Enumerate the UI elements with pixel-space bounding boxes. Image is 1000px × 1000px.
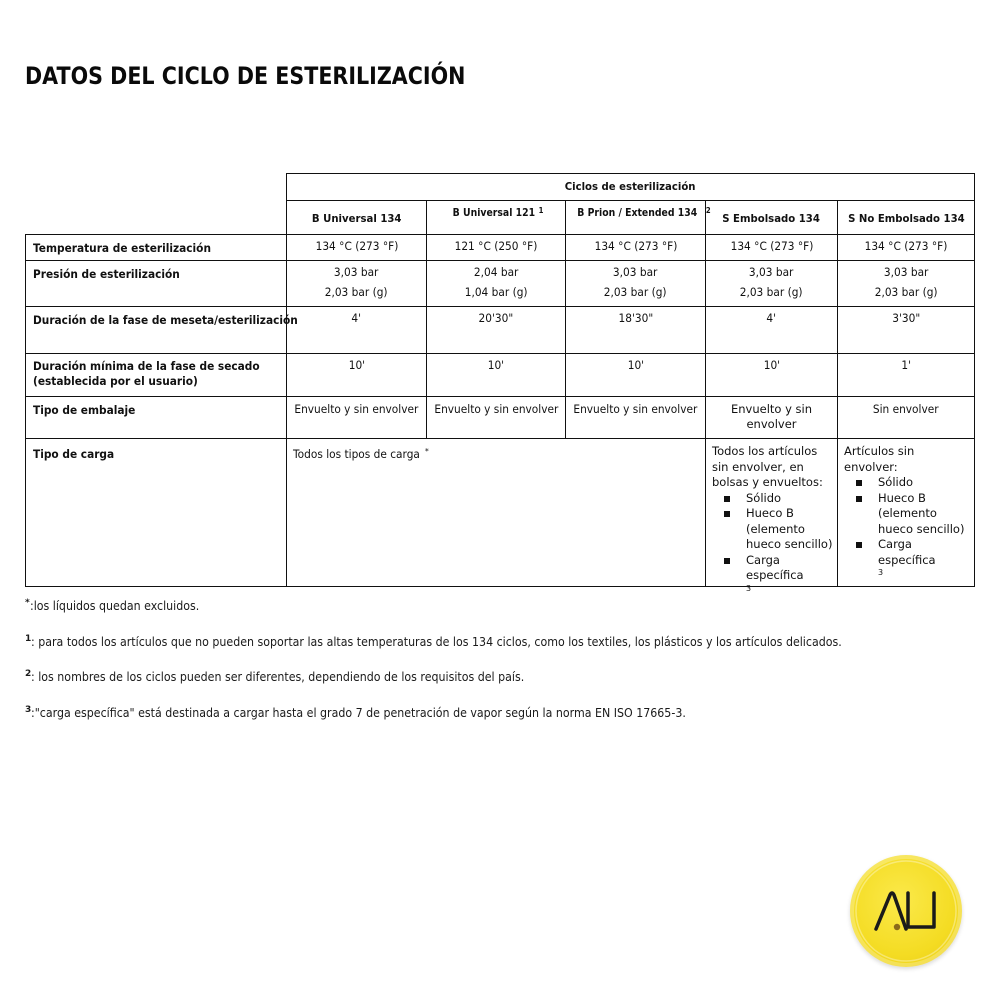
column-header-s-embolsado-134: S Embolsado 134 xyxy=(705,200,838,235)
footnote-3: $^3$:"carga específica" está destinada a cargar hasta el grado 7 de penetración de vapor según la norma EN ISO 17665-3. xyxy=(25,705,687,720)
list-item: Sólido xyxy=(844,475,970,491)
cell-presion-1: 2,04 bar 1,04 bar (g) xyxy=(426,260,566,307)
list-item: Hueco B (elemento hueco sencillo) xyxy=(712,506,833,553)
group-header: Ciclos de esterilización xyxy=(286,173,975,201)
cell-embalaje-4: Sin envolver xyxy=(837,396,975,439)
row-label-temperatura: Temperatura de esterilización xyxy=(25,234,287,261)
list-item: Carga específica 3 xyxy=(844,537,970,577)
cell-embalaje-1: Envuelto y sin envolver xyxy=(426,396,566,439)
row-label-embalaje: Tipo de embalaje xyxy=(25,396,287,439)
cell-meseta-1: 20'30" xyxy=(426,306,566,354)
cell-secado-4: 1' xyxy=(837,353,975,397)
footnote-2: $^2$: los nombres de los ciclos pueden ser diferentes, dependiendo de los requisitos del país. xyxy=(25,669,525,684)
row-label-meseta: Duración de la fase de meseta/esterilización xyxy=(25,306,287,354)
footnote-1: $^1$: para todos los artículos que no pueden soportar las altas temperaturas de los 134 ciclos, como los textiles, los plásticos y los artículos delicados. xyxy=(25,634,843,649)
column-header-b-prion-extended-134: B Prion / Extended 134 $^2$ xyxy=(565,200,706,235)
cell-embalaje-3: Envuelto y sin envolver xyxy=(705,396,838,439)
au-logo-mark-icon xyxy=(850,855,962,967)
cell-carga-s-no-embolsado: Artículos sin envolver: Sólido Hueco B (elemento hueco sencillo) Carga específica 3 xyxy=(837,438,975,587)
list-item: Carga específica 3 xyxy=(712,553,833,593)
cell-meseta-0: 4' xyxy=(286,306,427,354)
cell-embalaje-0: Envuelto y sin envolver xyxy=(286,396,427,439)
cell-meseta-2: 18'30" xyxy=(565,306,706,354)
row-label-secado: Duración mínima de la fase de secado (establecida por el usuario) xyxy=(25,353,287,397)
column-header-b-universal-121: B Universal 121 $^1$ xyxy=(426,200,566,235)
cell-temperatura-1: 121 °C (250 °F) xyxy=(426,234,566,261)
cell-presion-0: 3,03 bar 2,03 bar (g) xyxy=(286,260,427,307)
list-item: Hueco B (elemento hueco sencillo) xyxy=(844,491,970,538)
cell-meseta-4: 3'30" xyxy=(837,306,975,354)
row-label-presion: Presión de esterilización xyxy=(25,260,287,307)
list-item: Sólido xyxy=(712,491,833,507)
cell-secado-1: 10' xyxy=(426,353,566,397)
cell-meseta-3: 4' xyxy=(705,306,838,354)
cell-carga-b-cycles: Todos los tipos de carga * xyxy=(286,438,706,587)
cell-temperatura-4: 134 °C (273 °F) xyxy=(837,234,975,261)
cell-secado-3: 10' xyxy=(705,353,838,397)
cell-temperatura-3: 134 °C (273 °F) xyxy=(705,234,838,261)
cell-embalaje-2: Envuelto y sin envolver xyxy=(565,396,706,439)
load-list-s-embolsado xyxy=(712,491,833,593)
cell-temperatura-0: 134 °C (273 °F) xyxy=(286,234,427,261)
footnote-asterisk: *:los líquidos quedan excluidos. xyxy=(25,598,199,613)
cell-secado-2: 10' xyxy=(565,353,706,397)
column-header-b-universal-134: B Universal 134 xyxy=(286,200,427,235)
column-header-s-no-embolsado-134: S No Embolsado 134 xyxy=(837,200,975,235)
cell-temperatura-2: 134 °C (273 °F) xyxy=(565,234,706,261)
cell-secado-0: 10' xyxy=(286,353,427,397)
cell-presion-2: 3,03 bar 2,03 bar (g) xyxy=(565,260,706,307)
cell-presion-4: 3,03 bar 2,03 bar (g) xyxy=(837,260,975,307)
cell-presion-3: 3,03 bar 2,03 bar (g) xyxy=(705,260,838,307)
row-label-carga: Tipo de carga xyxy=(25,438,287,587)
cell-carga-s-embolsado: Todos los artículos sin envolver, en bolsas y envueltos: Sólido Hueco B (elemento hueco sencillo) Carga específica 3 xyxy=(705,438,838,587)
load-list-s-no-embolsado xyxy=(844,475,970,577)
page-title: DATOS DEL CICLO DE ESTERILIZACIÓN xyxy=(25,62,466,90)
au-logo xyxy=(850,855,962,967)
